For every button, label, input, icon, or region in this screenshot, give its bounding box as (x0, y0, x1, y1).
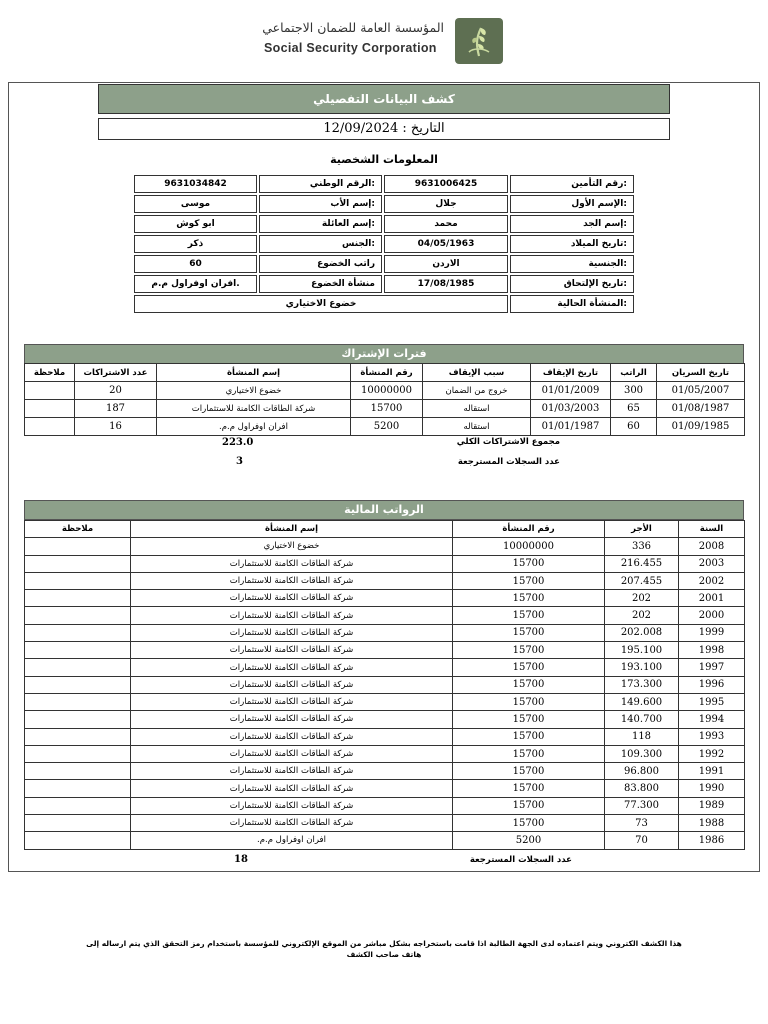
table-cell: استقاله (423, 400, 531, 418)
table-cell: 1997 (679, 659, 745, 676)
birth-date-label: تاريخ الميلاد: (510, 235, 634, 253)
table-cell: 149.600 (605, 693, 679, 710)
table-cell (25, 572, 131, 589)
subject-establishment-value: افران اوفراول م.م. (134, 275, 257, 293)
table-cell: 15700 (453, 590, 605, 607)
table-cell: 15700 (453, 763, 605, 780)
table-cell: 70 (605, 832, 679, 849)
table-cell: 118 (605, 728, 679, 745)
table-cell: 15700 (453, 797, 605, 814)
table-cell: 01/09/1985 (657, 418, 745, 436)
table-cell: شركة الطاقات الكامنة للاستثمارات (131, 693, 453, 710)
table-cell: 1990 (679, 780, 745, 797)
table-cell: 336 (605, 538, 679, 555)
table-row (25, 728, 745, 745)
table-cell: 60 (611, 418, 657, 436)
table-cell: 15700 (453, 815, 605, 832)
table-cell: 10000000 (453, 538, 605, 555)
grandfather-name-value: محمد (384, 215, 508, 233)
subject-salary-label: راتب الخضوع (259, 255, 382, 273)
table-cell: 2000 (679, 607, 745, 624)
table-cell: استقاله (423, 418, 531, 436)
table-cell: 1999 (679, 624, 745, 641)
table-cell: 96.800 (605, 763, 679, 780)
nationality-label: الجنسية: (510, 255, 634, 273)
table-cell (25, 590, 131, 607)
table-cell: شركة الطاقات الكامنة للاستثمارات (131, 711, 453, 728)
table-cell: 187 (75, 400, 157, 418)
table-row (25, 572, 745, 589)
table-cell: 1988 (679, 815, 745, 832)
table-cell (25, 659, 131, 676)
column-header: الأجر (605, 521, 679, 538)
table-cell (25, 624, 131, 641)
table-cell (25, 797, 131, 814)
table-cell: 73 (605, 815, 679, 832)
table-cell: 15700 (453, 659, 605, 676)
table-cell: 15700 (453, 572, 605, 589)
table-cell: 20 (75, 382, 157, 400)
column-header: السنة (679, 521, 745, 538)
table-row (25, 711, 745, 728)
table-cell: 01/03/2003 (531, 400, 611, 418)
table-row (25, 780, 745, 797)
table-cell: خضوع الاختياري (157, 382, 351, 400)
table-cell: 77.300 (605, 797, 679, 814)
column-header: سبب الإيقاف (423, 364, 531, 382)
table-row (25, 832, 745, 849)
table-cell: 15700 (453, 780, 605, 797)
join-date-value: 17/08/1985 (384, 275, 508, 293)
table-cell: 83.800 (605, 780, 679, 797)
org-name-english: Social Security Corporation (264, 41, 437, 55)
table-cell: شركة الطاقات الكامنة للاستثمارات (131, 780, 453, 797)
first-name-label: الإسم الأول: (510, 195, 634, 213)
insurance-number-value: 9631006425 (384, 175, 508, 193)
table-cell: 207.455 (605, 572, 679, 589)
family-name-value: ابو كوش (134, 215, 257, 233)
column-header: تاريخ الإيقاف (531, 364, 611, 382)
table-cell: 1989 (679, 797, 745, 814)
subscriptions-title: فترات الإشتراك (24, 344, 744, 364)
table-cell: افران اوفراول م.م. (131, 832, 453, 849)
table-cell: شركة الطاقات الكامنة للاستثمارات (157, 400, 351, 418)
gender-value: ذكر (134, 235, 257, 253)
table-cell: 15700 (453, 711, 605, 728)
org-logo (455, 18, 503, 64)
first-name-value: جلال (384, 195, 508, 213)
table-cell: شركة الطاقات الكامنة للاستثمارات (131, 815, 453, 832)
table-row (25, 590, 745, 607)
page-header (0, 14, 768, 70)
table-cell: 1995 (679, 693, 745, 710)
table-row (25, 797, 745, 814)
table-cell: شركة الطاقات الكامنة للاستثمارات (131, 797, 453, 814)
table-row (25, 624, 745, 641)
table-row (25, 815, 745, 832)
subject-salary-value: 60 (134, 255, 257, 273)
current-establishment-label: المنشأة الحالية: (510, 295, 634, 313)
table-cell: خضوع الاختياري (131, 538, 453, 555)
table-row (25, 607, 745, 624)
document-title: كشف البيانات التفصيلي (98, 84, 670, 114)
table-cell: 2001 (679, 590, 745, 607)
table-cell: شركة الطاقات الكامنة للاستثمارات (131, 676, 453, 693)
column-header: ملاحظة (25, 521, 131, 538)
table-cell (25, 555, 131, 572)
table-cell: شركة الطاقات الكامنة للاستثمارات (131, 624, 453, 641)
table-cell: 01/05/2007 (657, 382, 745, 400)
subject-establishment-label: منشأة الخضوع (259, 275, 382, 293)
table-cell: 15700 (453, 693, 605, 710)
table-cell: 01/01/2009 (531, 382, 611, 400)
table-cell: شركة الطاقات الكامنة للاستثمارات (131, 745, 453, 762)
table-cell: 1994 (679, 711, 745, 728)
table-cell: 1998 (679, 642, 745, 659)
table-cell: 193.100 (605, 659, 679, 676)
table-cell: 216.455 (605, 555, 679, 572)
table-cell: 195.100 (605, 642, 679, 659)
table-cell: 202.008 (605, 624, 679, 641)
table-cell (25, 745, 131, 762)
table-cell: 16 (75, 418, 157, 436)
table-cell: شركة الطاقات الكامنة للاستثمارات (131, 555, 453, 572)
total-subscriptions-value: 223.0 (222, 437, 254, 448)
table-cell: 15700 (453, 607, 605, 624)
grandfather-name-label: إسم الجد: (510, 215, 634, 233)
table-cell: 15700 (351, 400, 423, 418)
table-cell: 15700 (453, 555, 605, 572)
table-cell: شركة الطاقات الكامنة للاستثمارات (131, 728, 453, 745)
table-cell: 173.300 (605, 676, 679, 693)
birth-date-value: 04/05/1963 (384, 235, 508, 253)
table-cell: 15700 (453, 642, 605, 659)
table-header-row (25, 364, 745, 382)
table-cell: 01/08/1987 (657, 400, 745, 418)
table-cell (25, 711, 131, 728)
column-header: رقم المنشأة (351, 364, 423, 382)
table-cell: 15700 (453, 676, 605, 693)
table-row (25, 693, 745, 710)
table-row (25, 400, 745, 418)
table-row (25, 555, 745, 572)
table-cell: 2002 (679, 572, 745, 589)
table-cell: 1992 (679, 745, 745, 762)
table-cell: 202 (605, 590, 679, 607)
national-number-value: 9631034842 (134, 175, 257, 193)
table-cell: شركة الطاقات الكامنة للاستثمارات (131, 572, 453, 589)
column-header: الراتب (611, 364, 657, 382)
table-cell (25, 676, 131, 693)
salaries-table (24, 520, 745, 850)
table-cell: 1993 (679, 728, 745, 745)
org-name-arabic: المؤسسة العامة للضمان الاجتماعي (262, 20, 444, 35)
table-cell: 2003 (679, 555, 745, 572)
table-row (25, 659, 745, 676)
salaries-records-label: عدد السجلات المسترجعة (469, 855, 572, 865)
wheat-logo-icon (455, 18, 503, 64)
table-cell: شركة الطاقات الكامنة للاستثمارات (131, 659, 453, 676)
table-row (25, 538, 745, 555)
table-cell: افران اوفراول م.م. (157, 418, 351, 436)
table-cell: شركة الطاقات الكامنة للاستثمارات (131, 763, 453, 780)
join-date-label: تاريخ الإلتحاق: (510, 275, 634, 293)
table-row (25, 676, 745, 693)
table-cell: 5200 (453, 832, 605, 849)
table-cell (25, 693, 131, 710)
table-cell: 01/01/1987 (531, 418, 611, 436)
table-cell: خروج من الضمان (423, 382, 531, 400)
salaries-title: الرواتب المالية (24, 500, 744, 520)
table-cell (25, 607, 131, 624)
table-row (25, 382, 745, 400)
table-row (25, 763, 745, 780)
table-cell: 140.700 (605, 711, 679, 728)
salaries-table-body (25, 538, 745, 849)
personal-info-title: المعلومات الشخصية (330, 153, 438, 166)
table-cell (25, 382, 75, 400)
table-header-row (25, 521, 745, 538)
current-establishment-value: خضوع الاختياري (134, 295, 508, 313)
table-cell (25, 815, 131, 832)
father-name-value: موسى (134, 195, 257, 213)
total-subscriptions-label: مجموع الاشتراكات الكلي (456, 437, 560, 447)
gender-label: الجنس: (259, 235, 382, 253)
column-header: إسم المنشأة (157, 364, 351, 382)
table-cell (25, 763, 131, 780)
column-header: تاريخ السريان (657, 364, 745, 382)
table-cell: 202 (605, 607, 679, 624)
table-cell: شركة الطاقات الكامنة للاستثمارات (131, 642, 453, 659)
column-header: إسم المنشأة (131, 521, 453, 538)
father-name-label: إسم الأب: (259, 195, 382, 213)
column-header: ملاحظة (25, 364, 75, 382)
table-cell: 5200 (351, 418, 423, 436)
table-cell (25, 418, 75, 436)
table-row (25, 418, 745, 436)
table-row (25, 745, 745, 762)
subscriptions-table (24, 363, 745, 436)
table-cell (25, 728, 131, 745)
table-cell: 10000000 (351, 382, 423, 400)
national-number-label: الرقم الوطني: (259, 175, 382, 193)
column-header: عدد الاشتراكات (75, 364, 157, 382)
table-cell: 1986 (679, 832, 745, 849)
table-cell: 300 (611, 382, 657, 400)
table-cell: شركة الطاقات الكامنة للاستثمارات (131, 607, 453, 624)
table-cell (25, 538, 131, 555)
table-cell (25, 832, 131, 849)
salaries-records-value: 18 (234, 854, 248, 865)
table-cell: 109.300 (605, 745, 679, 762)
table-cell: 1996 (679, 676, 745, 693)
table-cell: 65 (611, 400, 657, 418)
table-row (25, 642, 745, 659)
subscriptions-records-value: 3 (236, 456, 243, 467)
insurance-number-label: رقم التأمين: (510, 175, 634, 193)
table-cell: 15700 (453, 745, 605, 762)
table-cell: 2008 (679, 538, 745, 555)
table-cell: 15700 (453, 728, 605, 745)
table-cell: 1991 (679, 763, 745, 780)
table-cell: 15700 (453, 624, 605, 641)
table-cell: شركة الطاقات الكامنة للاستثمارات (131, 590, 453, 607)
column-header: رقم المنشأة (453, 521, 605, 538)
report-date: التاريخ : 12/09/2024 (98, 118, 670, 140)
subscriptions-records-label: عدد السجلات المسترجعة (457, 457, 560, 467)
footer-disclaimer: هذا الكشف الكتروني ويتم اعتماده لدى الجهة الطالبة اذا قامت باستخراجه بشكل مباشر من الموقع الإلكتروني للمؤسسة باستخدام رمز التحقق الذي يتم ارساله إلى هاتف صاحب الكشف (86, 939, 682, 959)
table-cell (25, 642, 131, 659)
table-cell (25, 780, 131, 797)
nationality-value: الاردن (384, 255, 508, 273)
table-cell (25, 400, 75, 418)
family-name-label: إسم العائلة: (259, 215, 382, 233)
